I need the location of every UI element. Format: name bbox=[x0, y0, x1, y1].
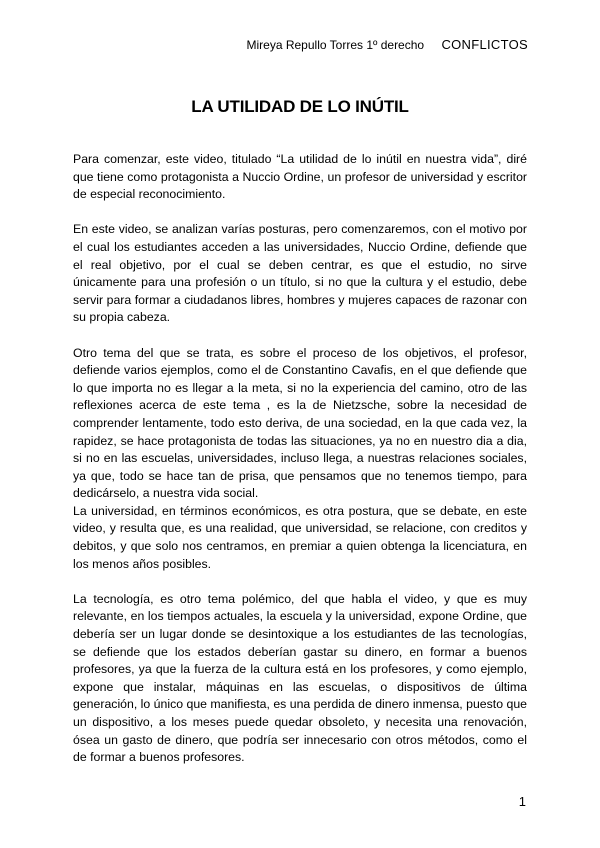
header-topic: CONFLICTOS bbox=[441, 37, 528, 52]
paragraph-university-purpose: En este video, se analizan varías posturas, pero comenzaremos, con el motivo por el cual los estudiantes acceden a las universidades, Nuccio Ordine, defiende que el real objetivo, por el cual se deben centrar, es que el estudio, no sirve únicamente para una profesión o un título, si no que la cultura y el estudio, debe servir para formar a ciudadanos libres, hombres y mujeres capaces de razonar con su propia cabeza. bbox=[73, 222, 527, 325]
paragraph-introduction: Para comenzar, este video, titulado “La utilidad de lo inútil en nuestra vida”, diré que tiene como protagonista a Nuccio Ordine, un profesor de universidad y escritor de especial reconocimiento. bbox=[73, 152, 527, 202]
document-body bbox=[73, 151, 527, 767]
paragraph-university-economics: La universidad, en términos económicos, es otra postura, que se debate, en este video, y resulta que, es una realidad, que universidad, se relacione, con creditos y debitos, y que solo nos centramos, en premiar a quien obtenga la licenciatura, en los menos años posibles. bbox=[73, 503, 527, 571]
paragraph-objectives: Otro tema del que se trata, es sobre el proceso de los objetivos, el profesor, defiende varios ejemplos, como el de Constantino Cavafis, en el que defiende que lo que importa no es llegar a la meta, si no la experiencia del camino, otro de las reflexiones acerca de este tema , es la de Nietzsche, sobre la necesidad de comprender lentamente, todo esto deriva, de una sociedad, en la que cada vez, la rapidez, se hace protagonista de todas las situaciones, ya no en nuestro dia a dia, si no en las escuelas, universidades, incluso llega, a nuestras relaciones sociales, ya que, todo se hace tan de prisa, que pensamos que no tenemos tiempo, para dedicárselo, a nuestra vida social. bbox=[73, 345, 527, 501]
page-number: 1 bbox=[518, 794, 526, 809]
page-header bbox=[247, 37, 529, 52]
header-author: Mireya Repullo Torres 1º derecho bbox=[246, 38, 425, 52]
document-title: LA UTILIDAD DE LO INÚTIL bbox=[191, 97, 409, 116]
paragraph-technology: La tecnología, es otro tema polémico, del que habla el video, y que es muy relevante, en los tiempos actuales, la escuela y la universidad, expone Ordine, que debería ser un lugar donde se desintoxique a los estudiantes de las tecnologías, se defiende que los estados deberían gastar su dinero, en formar a buenos profesores, ya que la fuerza de la cultura está en los profesores, y como ejemplo, expone que instalar, máquinas en las escuelas, o dispositivos de última generación, lo único que manifiesta, es una perdida de dinero inmensa, puesto que un dispositivo, a los meses puede quedar obsoleto, y necesita una renovación, ósea un gasto de dinero, que podría ser innecesario con otros métodos, como el de formar a buenos profesores. bbox=[73, 591, 527, 765]
